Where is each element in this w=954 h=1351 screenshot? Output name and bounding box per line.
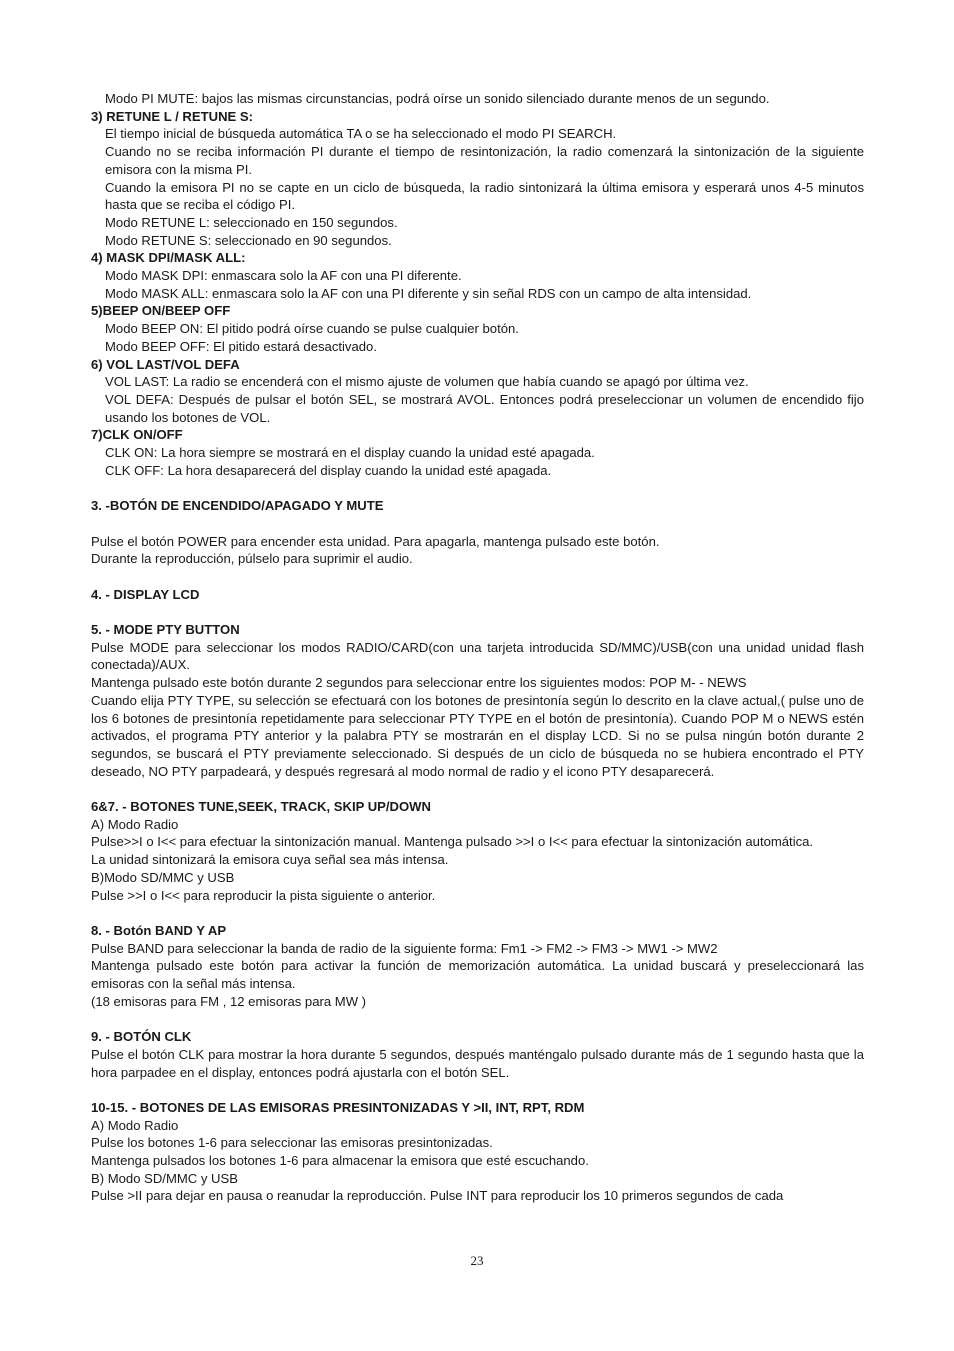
- body-paragraph: Pulse >II para dejar en pausa o reanudar la reproducción. Pulse INT para reproducir los 10 primeros segundos de cada: [91, 1188, 784, 1204]
- body-paragraph: Modo BEEP ON: El pitido podrá oírse cuando se pulse cualquier botón.: [105, 321, 519, 337]
- body-paragraph: Pulse BAND para seleccionar la banda de radio de la siguiente forma: Fm1 -> FM2 -> FM3 -> MW1 -> MW2: [91, 940, 718, 956]
- body-paragraph: Cuando la emisora PI no se capte en un ciclo de búsqueda, la radio sintonizará la última emisora y esperará unos 4-5 minutos hasta que se reciba el código PI.: [105, 179, 864, 213]
- body-paragraph: Modo MASK ALL: enmascara solo la AF con una PI diferente y sin señal RDS con un campo de alta intensidad.: [105, 285, 752, 301]
- body-paragraph: CLK ON: La hora siempre se mostrará en el display cuando la unidad esté apagada.: [105, 445, 595, 461]
- section-heading: 9. - BOTÓN CLK: [91, 1029, 192, 1045]
- section-heading: 5)BEEP ON/BEEP OFF: [91, 303, 231, 319]
- body-paragraph: La unidad sintonizará la emisora cuya señal sea más intensa.: [91, 852, 449, 868]
- body-paragraph: Pulse el botón POWER para encender esta unidad. Para apagarla, mantenga pulsado este botón.: [91, 533, 660, 549]
- body-paragraph: VOL LAST: La radio se encenderá con el mismo ajuste de volumen que había cuando se apagó por última vez.: [105, 374, 749, 390]
- body-paragraph: Pulse>>I o I<< para efectuar la sintonización manual. Mantenga pulsado >>I o I<< para efectuar la sintonización automática.: [91, 834, 814, 850]
- body-paragraph: Cuando no se reciba información PI durante el tiempo de resintonización, la radio comenzará la sintonización de la siguiente emisora con la misma PI.: [105, 144, 864, 177]
- body-paragraph: Mantenga pulsado este botón durante 2 segundos para seleccionar entre los siguientes modos: POP M- - NEWS: [91, 675, 747, 691]
- paragraph-spacer: [91, 780, 864, 798]
- paragraph-spacer: [91, 568, 864, 586]
- body-paragraph: Cuando elija PTY TYPE, su selección se efectuará con los botones de presintonía según lo descrito en la clave actual,( pulse uno de los 6 botones de presintonía repetidamente para seleccionar PTY TYPE en el botón de presintonía). Cuando POP M o NEWS estén activados, el programa PTY anterior y la palabra PTY se mostrarán en el display LCD. Si no se pulsa ningún botón durante 2 segundos, se buscará el PTY previamente seleccionado. Si después de un ciclo de búsqueda no se hubiera encontrado el PTY deseado, NO PTY parpadeará, y después regresará al modo normal de radio y el icono PTY desaparecerá.: [91, 692, 864, 779]
- paragraph-spacer: [91, 603, 864, 621]
- body-paragraph: Pulse >>I o I<< para reproducir la pista siguiente o anterior.: [91, 887, 436, 903]
- body-paragraph: CLK OFF: La hora desaparecerá del display cuando la unidad esté apagada.: [105, 462, 552, 478]
- body-paragraph: Mantenga pulsados los botones 1-6 para almacenar la emisora que esté escuchando.: [91, 1153, 589, 1169]
- body-paragraph: Pulse el botón CLK para mostrar la hora durante 5 segundos, después manténgalo pulsado durante más de 1 segundo hasta que la hora parpadee en el display, entonces podrá ajustarla con el botón SEL.: [91, 1046, 864, 1080]
- section-heading: 5. - MODE PTY BUTTON: [91, 622, 240, 638]
- paragraph-spacer: [91, 1081, 864, 1099]
- paragraph-spacer: [91, 1010, 864, 1028]
- body-paragraph: Pulse MODE para seleccionar los modos RADIO/CARD(con una tarjeta introducida SD/MMC)/USB(con una unidad unidad flash conectada)/AUX.: [91, 639, 864, 673]
- section-heading: 8. - Botón BAND Y AP: [91, 922, 227, 938]
- section-heading: 3. -BOTÓN DE ENCENDIDO/APAGADO Y MUTE: [91, 498, 384, 514]
- section-heading: 6) VOL LAST/VOL DEFA: [91, 356, 240, 372]
- section-heading: 6&7. - BOTONES TUNE,SEEK, TRACK, SKIP UP/DOWN: [91, 799, 431, 815]
- section-heading: 10-15. - BOTONES DE LAS EMISORAS PRESINTONIZADAS Y >II, INT, RPT, RDM: [91, 1099, 585, 1115]
- body-paragraph: El tiempo inicial de búsqueda automática TA o se ha seleccionado el modo PI SEARCH.: [105, 126, 617, 142]
- body-paragraph: VOL DEFA: Después de pulsar el botón SEL, se mostrará AVOL. Entonces podrá preseleccionar un volumen de encendido fijo usando los botones de VOL.: [105, 391, 864, 425]
- body-paragraph: B) Modo SD/MMC y USB: [91, 1170, 238, 1186]
- paragraph-spacer: [91, 515, 864, 533]
- section-heading: 4) MASK DPI/MASK ALL:: [91, 250, 246, 266]
- page-number: 23: [470, 1253, 484, 1268]
- paragraph-spacer: [91, 479, 864, 497]
- body-paragraph: A) Modo Radio: [91, 816, 179, 832]
- section-heading: 7)CLK ON/OFF: [91, 427, 183, 443]
- body-paragraph: Modo RETUNE S: seleccionado en 90 segundos.: [105, 232, 392, 248]
- body-paragraph: A) Modo Radio: [91, 1117, 179, 1133]
- body-paragraph: Pulse los botones 1-6 para seleccionar las emisoras presintonizadas.: [91, 1135, 493, 1151]
- body-paragraph: Modo RETUNE L: seleccionado en 150 segundos.: [105, 214, 398, 230]
- paragraph-spacer: [91, 904, 864, 922]
- body-paragraph: Modo PI MUTE: bajos las mismas circunstancias, podrá oírse un sonido silenciado durante menos de un segundo.: [105, 91, 770, 106]
- body-paragraph: (18 emisoras para FM , 12 emisoras para MW ): [91, 993, 367, 1009]
- section-heading: 3) RETUNE L / RETUNE S:: [91, 108, 253, 124]
- document-body: [91, 90, 864, 1205]
- section-heading: 4. - DISPLAY LCD: [91, 586, 200, 602]
- body-paragraph: Modo MASK DPI: enmascara solo la AF con una PI diferente.: [105, 268, 462, 284]
- body-paragraph: Mantenga pulsado este botón para activar la función de memorización automática. La unidad buscará y preseleccionará las emisoras con la señal más intensa.: [91, 958, 864, 992]
- body-paragraph: Durante la reproducción, púlselo para suprimir el audio.: [91, 551, 413, 567]
- body-paragraph: Modo BEEP OFF: El pitido estará desactivado.: [105, 338, 377, 354]
- body-paragraph: B)Modo SD/MMC y USB: [91, 869, 235, 885]
